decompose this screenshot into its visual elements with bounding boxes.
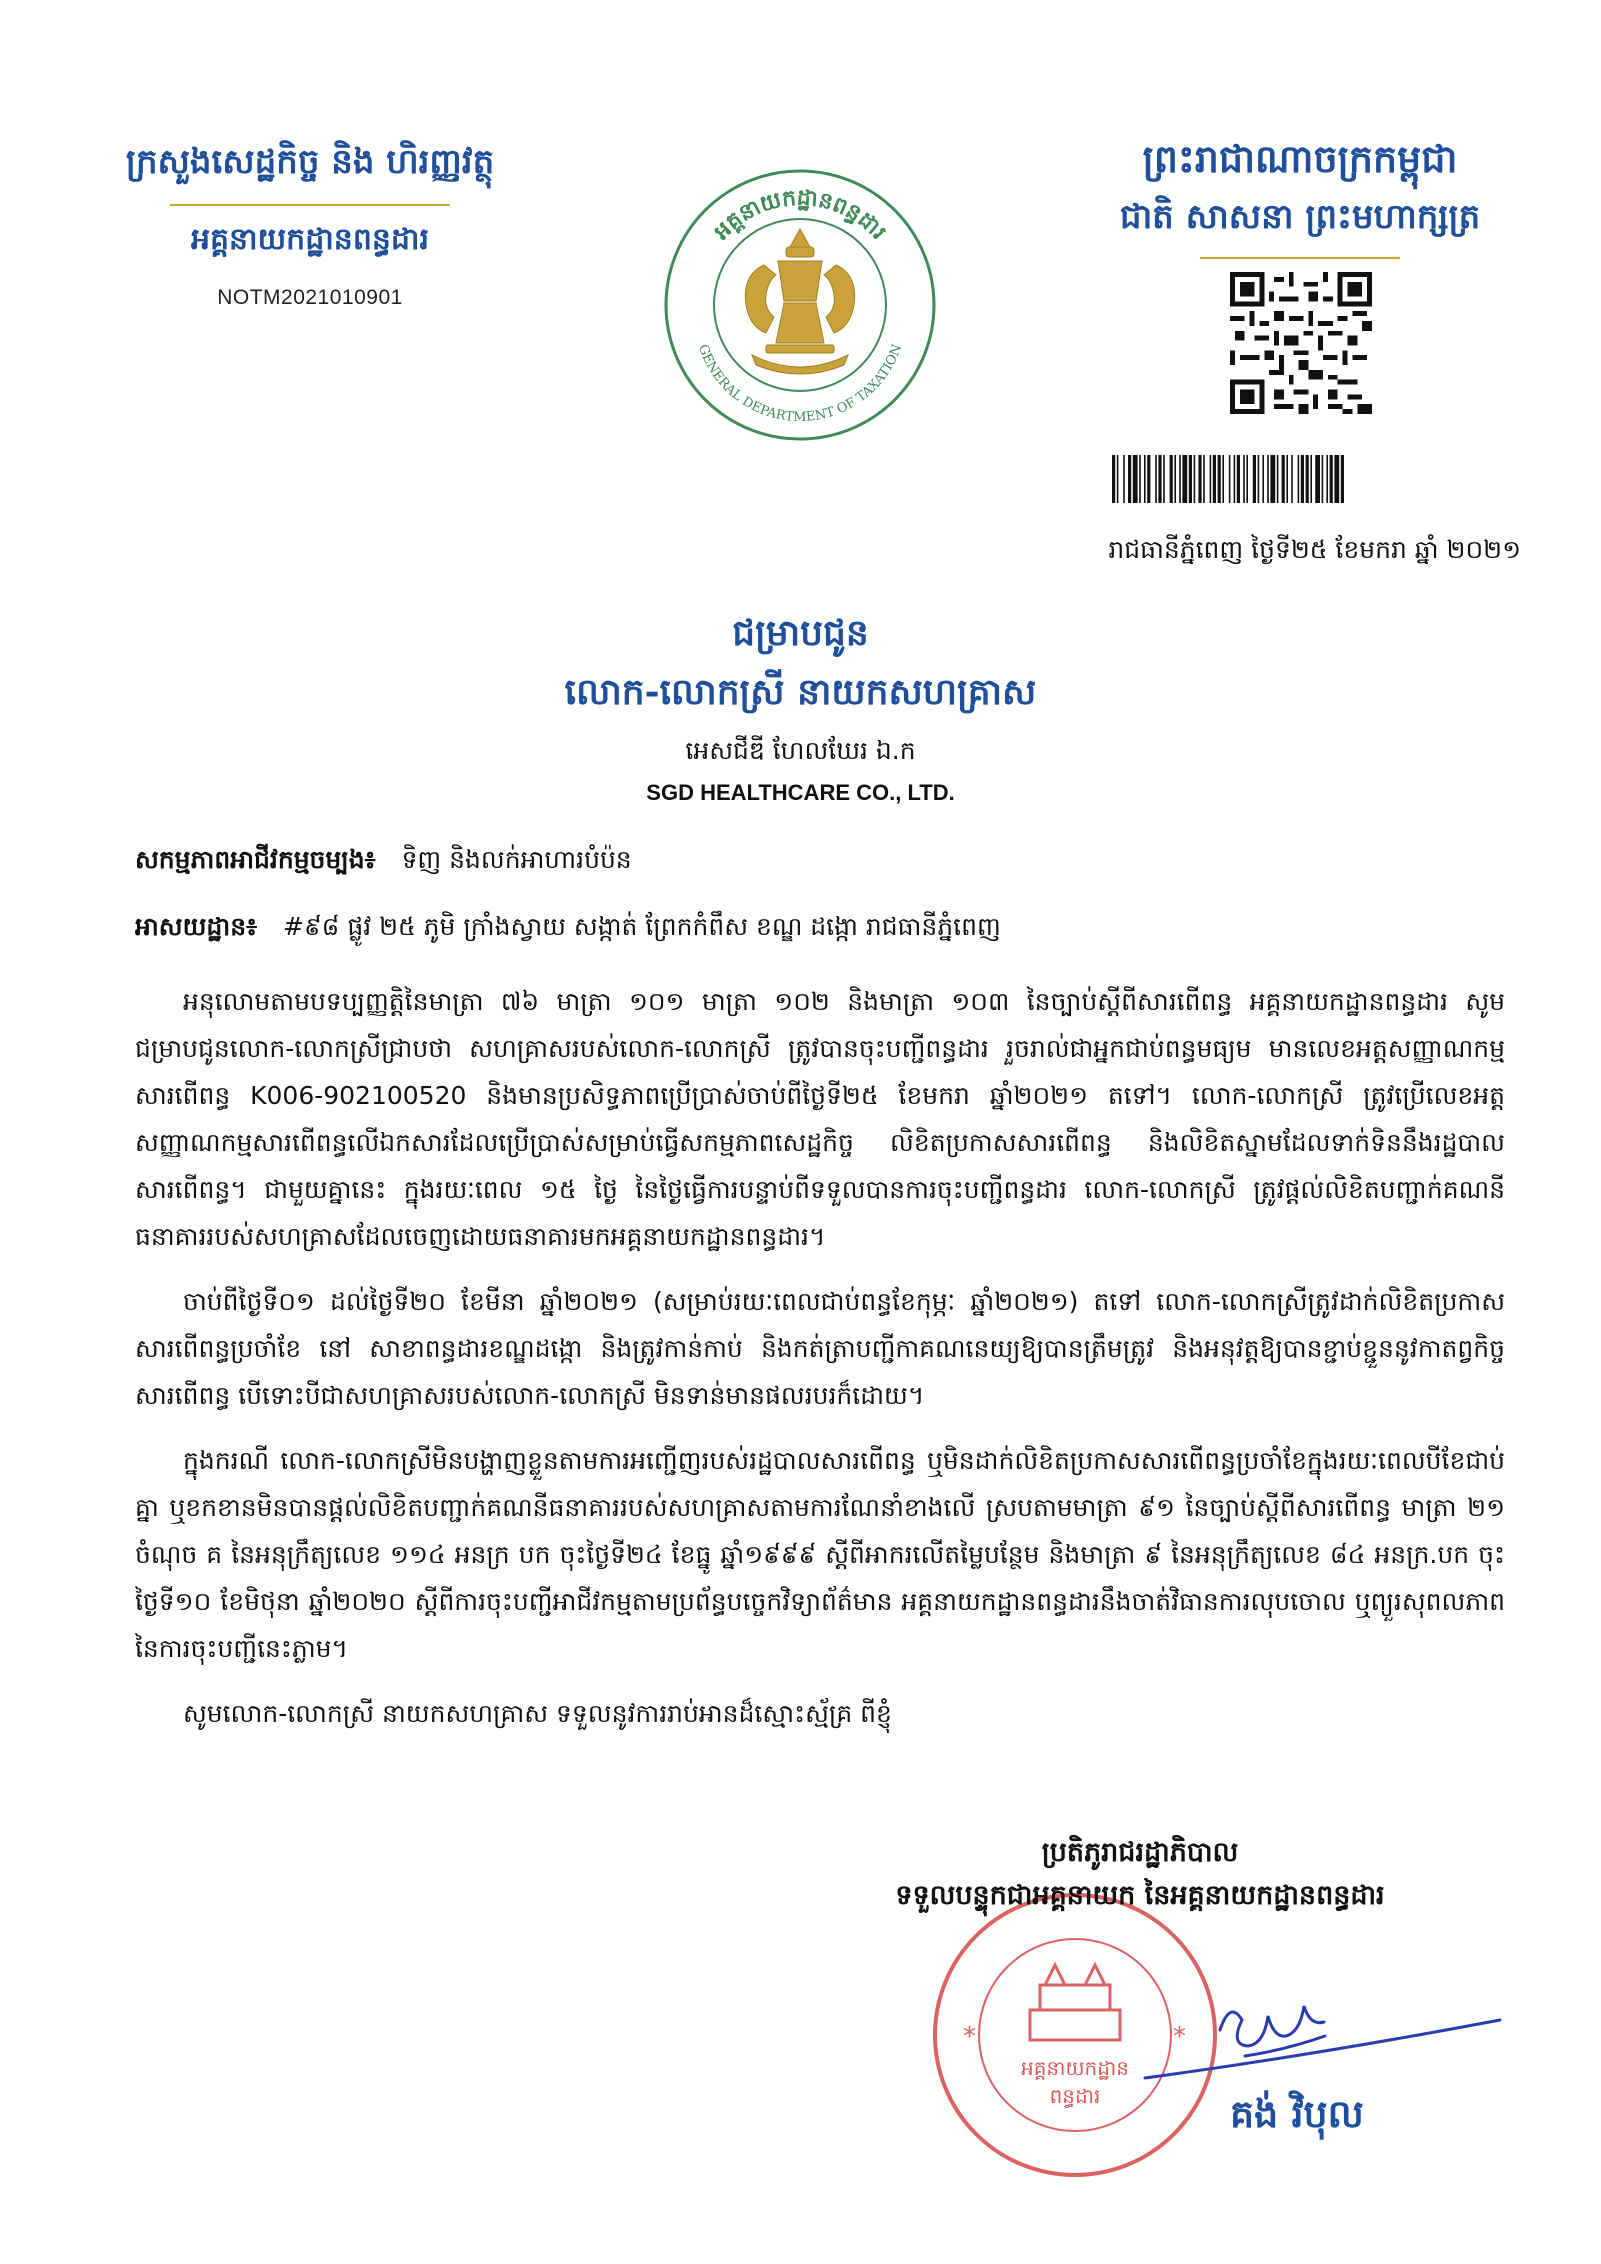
business-activity-value: ទិញ និងលក់អាហារបំប៉ន [401, 845, 632, 874]
reference-number: NOTM2021010901 [217, 286, 403, 309]
svg-text:*: * [1173, 2022, 1186, 2052]
body-paragraph-2: ចាប់ពីថ្ងៃទី០១ ដល់ថ្ងៃទី២០ ខែមីនា ឆ្នាំ២០២១ (សម្រាប់រយៈពេលជាប់ពន្ធខែកុម្ភៈ ឆ្នាំ២០២១) តទៅ លោក-លោកស្រីត្រូវដាក់លិខិតប្រកាសសារពើពន្ធប្រចាំខែ នៅ សាខាពន្ធដារខណ្ឌដង្កោ និងត្រូវកាន់កាប់ និងកត់ត្រាបញ្ជីកាគណនេយ្យឱ្យបានត្រឹមត្រូវ និងអនុវត្តឱ្យបានខ្ជាប់ខ្ជួននូវកាតព្វកិច្ចសារពើពន្ធ បើទោះបីជាសហគ្រាសរបស់លោក-លោកស្រី មិនទាន់មានផលរបរក៏ដោយ។ [135, 1287, 1505, 1410]
ministry-header [70, 140, 550, 310]
notice-title: ជម្រាបជូន [732, 612, 869, 654]
body-paragraph-1: អនុលោមតាមបទប្បញ្ញត្តិនៃមាត្រា ៧៦ មាត្រា ១០១ មាត្រា ១០២ និងមាត្រា ១០៣ នៃច្បាប់ស្តីពីសារពើពន្ធ អគ្គនាយកដ្ឋានពន្ធដារ សូមជម្រាបជូនលោក-លោកស្រីជ្រាបថា សហគ្រាសរបស់លោក-លោកស្រី ត្រូវបានចុះបញ្ជីពន្ធដារ រួចរាល់ជាអ្នកជាប់ពន្ធមធ្យម មានលេខអត្តសញ្ញាណកម្មសារពើពន្ធ K006-902100520 និងមានប្រសិទ្ធភាពប្រើប្រាស់ចាប់ពីថ្ងៃទី២៥ ខែមករា ឆ្នាំ២០២១ តទៅ។ លោក-លោកស្រី ត្រូវប្រើលេខអត្តសញ្ញាណកម្មសារពើពន្ធលើឯកសារដែលប្រើប្រាស់សម្រាប់ធ្វើសកម្មភាពសេដ្ឋកិច្ច លិខិតប្រកាសសារពើពន្ធ និងលិខិតស្នាមដែលទាក់ទិននឹងរដ្ឋបាលសារពើពន្ធ។ ជាមួយគ្នានេះ ក្នុងរយៈពេល ១៥ ថ្ងៃ នៃថ្ងៃធ្វើការបន្ទាប់ពីទទួលបានការចុះបញ្ជីពន្ធដារ លោក-លោកស្រី ត្រូវផ្តល់លិខិតបញ្ជាក់គណនីធនាគាររបស់សហគ្រាសដែលចេញដោយធនាគារមកអគ្គនាយកដ្ឋានពន្ធដារ។ [135, 987, 1505, 1251]
svg-text:*: * [963, 2022, 976, 2052]
company-name-kh: អេសជីឌី ហែលឃែរ ឯ.ក [685, 736, 916, 765]
svg-text:អគ្គនាយកដ្ឋានពន្ធដារ: អគ្គនាយកដ្ឋានពន្ធដារ [709, 185, 891, 245]
issue-date: រាជធានីភ្នំពេញ ថ្ងៃទី២៥ ខែមករា ឆ្នាំ ២០២១ [1108, 535, 1521, 564]
signature-block [760, 1836, 1520, 1918]
business-activity-label: សកម្មភាពអាជីវកម្មចម្បង៖ [135, 845, 376, 874]
signer-name: គង់ វិបុល [1230, 2091, 1364, 2136]
barcode-icon [1110, 455, 1500, 503]
body-paragraph-4: សូមលោក-លោកស្រី នាយកសហគ្រាស ទទួលនូវការរាប់អានដ៏ស្មោះស្ម័គ្រ ពីខ្ញុំ [183, 1699, 892, 1728]
company-name-en: SGD HEALTHCARE CO., LTD. [646, 780, 955, 805]
business-activity-row [135, 845, 632, 881]
address-row [135, 912, 1001, 948]
notice-heading [0, 610, 1601, 806]
department-name: អគ្គនាយកដ្ឋានពន្ធដារ [190, 222, 430, 257]
svg-text:អគ្គនាយកដ្ឋាន: អគ្គនាយកដ្ឋាន [1021, 2056, 1129, 2080]
address-value: #៩៨ ផ្លូវ ២៥ ភូមិ ក្រាំងស្វាយ សង្កាត់ ព្រែកកំពឹស ខណ្ឌ ដង្កោ រាជធានីភ្នំពេញ [283, 912, 1001, 941]
notice-recipient: លោក-លោកស្រី នាយកសហគ្រាស [564, 671, 1037, 713]
ministry-name: ក្រសួងសេដ្ឋកិច្ច និង ហិរញ្ញវត្ថុ [125, 142, 495, 182]
national-motto: ជាតិ សាសនា ព្រះមហាក្សត្រ [1119, 197, 1481, 237]
svg-text:ពន្ធដារ: ពន្ធដារ [1049, 2084, 1101, 2108]
signer-title-line-1: ប្រតិភូរាជរដ្ឋាភិបាល [1041, 1837, 1239, 1868]
tax-department-emblem-icon [660, 165, 940, 445]
divider [170, 204, 450, 206]
address-label: អាសយដ្ឋាន៖ [135, 912, 258, 941]
kingdom-name: ព្រះរាជាណាចក្រកម្ពុជា [1142, 136, 1458, 181]
kingdom-header [1065, 135, 1535, 269]
handwritten-signature-icon [1135, 1960, 1515, 2110]
letter-body [135, 978, 1505, 1755]
svg-text:GENERAL DEPARTMENT OF TAXATION: GENERAL DEPARTMENT OF TAXATION [694, 342, 906, 426]
signer-title-line-2: ទទួលបន្ទុកជាអគ្គនាយក នៃអគ្គនាយកដ្ឋានពន្ធដារ [895, 1880, 1385, 1911]
divider [1200, 257, 1400, 259]
body-paragraph-3: ក្នុងករណី លោក-លោកស្រីមិនបង្ហាញខ្លួនតាមការអញ្ជើញរបស់រដ្ឋបាលសារពើពន្ធ ឬមិនដាក់លិខិតប្រកាសសារពើពន្ធប្រចាំខែក្នុងរយៈពេលបីខែជាប់គ្នា ឬខកខានមិនបានផ្តល់លិខិតបញ្ជាក់គណនីធនាគាររបស់សហគ្រាសតាមការណែនាំខាងលើ ស្របតាមមាត្រា ៩១ នៃច្បាប់ស្តីពីសារពើពន្ធ មាត្រា ២១ ចំណុច គ នៃអនុក្រឹត្យលេខ ១១៤ អនក្រ បក ចុះថ្ងៃទី២៤ ខែធ្នូ ឆ្នាំ១៩៩៩ ស្តីពីអាករលើតម្លៃបន្ថែម និងមាត្រា ៩ នៃអនុក្រឹត្យលេខ ៨៤ អនក្រ.បក ចុះថ្ងៃទី១០ ខែមិថុនា ឆ្នាំ២០២០ ស្តីពីការចុះបញ្ជីអាជីវកម្មតាមប្រព័ន្ធបច្ចេកវិទ្យាព័ត៌មាន អគ្គនាយកដ្ឋានពន្ធដារនឹងចាត់វិធានការលុបចោល ឬព្យួរសុពលភាពនៃការចុះបញ្ជីនេះភ្លាម។ [135, 1446, 1505, 1663]
qr-code-icon [1230, 272, 1372, 414]
